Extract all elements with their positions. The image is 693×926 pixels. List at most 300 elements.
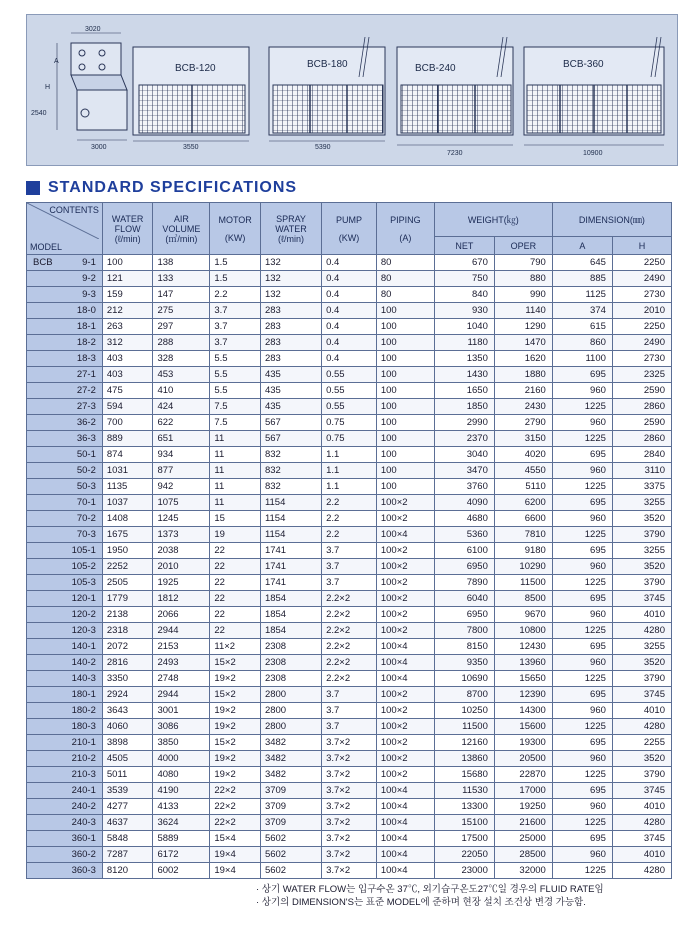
- table-cell: 3.7×2: [322, 847, 377, 863]
- table-cell: 1225: [552, 479, 612, 495]
- table-cell: 3086: [153, 719, 210, 735]
- table-cell: 2.2: [322, 495, 377, 511]
- table-cell: 2816: [102, 655, 153, 671]
- diagram-drawing: [27, 15, 677, 165]
- table-row: [27, 415, 672, 431]
- table-cell: 4680: [434, 511, 494, 527]
- footnote-1: · 상기 WATER FLOW는 입구수온 37℃, 외기습구온도27℃일 경우의 FLUID RATE임: [256, 884, 604, 895]
- model-value: 9-3: [82, 288, 96, 300]
- table-cell: 889: [102, 431, 153, 447]
- table-cell: 32000: [494, 863, 552, 879]
- model-cell: [27, 463, 103, 479]
- table-cell: 22: [210, 543, 261, 559]
- table-cell: 3745: [612, 687, 671, 703]
- model-cell: [27, 415, 103, 431]
- table-cell: 4505: [102, 751, 153, 767]
- table-cell: 2250: [612, 319, 671, 335]
- table-cell: 2308: [260, 671, 321, 687]
- table-cell: 147: [153, 287, 210, 303]
- table-cell: 3539: [102, 783, 153, 799]
- table-cell: 934: [153, 447, 210, 463]
- table-cell: 2010: [612, 303, 671, 319]
- model-value: 120-1: [71, 592, 96, 604]
- unit-label-3: BCB-240: [415, 63, 456, 74]
- model-value: 105-2: [71, 560, 96, 572]
- table-row: [27, 607, 672, 623]
- table-cell: 1408: [102, 511, 153, 527]
- table-cell: 2430: [494, 399, 552, 415]
- table-cell: 15: [210, 511, 261, 527]
- table-cell: 22870: [494, 767, 552, 783]
- model-cell: [27, 687, 103, 703]
- table-cell: 8700: [434, 687, 494, 703]
- table-cell: 19×4: [210, 847, 261, 863]
- table-cell: 100×2: [376, 623, 434, 639]
- table-cell: 11: [210, 431, 261, 447]
- table-cell: 651: [153, 431, 210, 447]
- table-cell: 1225: [552, 399, 612, 415]
- table-cell: 2153: [153, 639, 210, 655]
- table-cell: 100×4: [376, 831, 434, 847]
- header-weight: WEIGHT(㎏): [434, 203, 552, 237]
- table-cell: 3.7: [210, 335, 261, 351]
- table-cell: 7.5: [210, 399, 261, 415]
- table-cell: 3.7: [322, 559, 377, 575]
- table-row: [27, 703, 672, 719]
- table-cell: 21600: [494, 815, 552, 831]
- table-cell: 3624: [153, 815, 210, 831]
- table-cell: 594: [102, 399, 153, 415]
- table-cell: 9180: [494, 543, 552, 559]
- model-cell: [27, 303, 103, 319]
- table-cell: 100×2: [376, 767, 434, 783]
- model-value: 210-3: [71, 768, 96, 780]
- dim-bottom-5: 10900: [583, 150, 603, 157]
- table-row: [27, 463, 672, 479]
- model-value: 240-2: [71, 800, 96, 812]
- table-cell: 3.7: [210, 303, 261, 319]
- table-cell: 1.5: [210, 271, 261, 287]
- table-cell: 695: [552, 367, 612, 383]
- model-cell: [27, 399, 103, 415]
- table-cell: 3.7: [322, 575, 377, 591]
- table-cell: 4133: [153, 799, 210, 815]
- header-spray-water-unit: (ℓ/min): [278, 233, 304, 244]
- table-cell: 22×2: [210, 799, 261, 815]
- table-cell: 132: [260, 255, 321, 271]
- table-cell: 2370: [434, 431, 494, 447]
- side-view-unit: [57, 33, 127, 140]
- header-dimension-a: A: [552, 237, 612, 255]
- table-cell: 100×2: [376, 751, 434, 767]
- table-cell: 100: [376, 431, 434, 447]
- table-cell: 0.4: [322, 287, 377, 303]
- table-cell: 15×2: [210, 735, 261, 751]
- model-value: 240-1: [71, 784, 96, 796]
- header-contents-model: [27, 203, 103, 255]
- table-cell: 5602: [260, 831, 321, 847]
- table-cell: 3790: [612, 671, 671, 687]
- model-cell: [27, 511, 103, 527]
- table-cell: 1125: [552, 287, 612, 303]
- footnote-2: · 상기의 DIMENSION'S는 표준 MODEL에 준하며 현장 설치 조건상 변경 가능함.: [256, 897, 586, 908]
- table-cell: 6040: [434, 591, 494, 607]
- table-cell: 3.7: [322, 687, 377, 703]
- table-cell: 283: [260, 351, 321, 367]
- table-cell: 1950: [102, 543, 153, 559]
- table-cell: 100: [376, 303, 434, 319]
- table-cell: 885: [552, 271, 612, 287]
- table-row: [27, 575, 672, 591]
- table-cell: 100×2: [376, 575, 434, 591]
- table-cell: 11500: [434, 719, 494, 735]
- table-row: [27, 815, 672, 831]
- table-cell: 2038: [153, 543, 210, 559]
- table-cell: 1040: [434, 319, 494, 335]
- table-cell: 1812: [153, 591, 210, 607]
- table-cell: 1225: [552, 815, 612, 831]
- table-cell: 930: [434, 303, 494, 319]
- table-cell: 1880: [494, 367, 552, 383]
- table-cell: 1037: [102, 495, 153, 511]
- model-value: 70-2: [76, 512, 96, 524]
- model-cell: [27, 575, 103, 591]
- table-cell: 2590: [612, 383, 671, 399]
- header-motor-label: MOTOR: [218, 214, 252, 225]
- table-cell: 4280: [612, 815, 671, 831]
- header-motor: [210, 203, 261, 255]
- footnotes: [256, 883, 604, 909]
- model-value: 27-2: [76, 384, 96, 396]
- header-air-volume-1: AIR: [173, 213, 189, 224]
- table-cell: 832: [260, 479, 321, 495]
- table-cell: 877: [153, 463, 210, 479]
- table-row: [27, 479, 672, 495]
- model-cell: [27, 751, 103, 767]
- unit-label-2: BCB-180: [307, 59, 348, 70]
- table-cell: 3745: [612, 591, 671, 607]
- table-row: [27, 287, 672, 303]
- table-cell: 22: [210, 591, 261, 607]
- model-cell: [27, 335, 103, 351]
- table-cell: 15×2: [210, 655, 261, 671]
- model-cell: [27, 431, 103, 447]
- table-cell: 1154: [260, 527, 321, 543]
- table-cell: 2590: [612, 415, 671, 431]
- table-cell: 10690: [434, 671, 494, 687]
- header-spray-water: [260, 203, 321, 255]
- header-water-flow-unit: (ℓ/min): [114, 233, 141, 244]
- table-cell: 5889: [153, 831, 210, 847]
- table-cell: 695: [552, 495, 612, 511]
- table-cell: 695: [552, 591, 612, 607]
- header-weight-net: NET: [434, 237, 494, 255]
- table-cell: 2.2×2: [322, 623, 377, 639]
- header-pump-unit: (KW): [338, 232, 360, 243]
- table-cell: 4280: [612, 863, 671, 879]
- table-cell: 11: [210, 479, 261, 495]
- table-cell: 3.7×2: [322, 783, 377, 799]
- table-cell: 435: [260, 367, 321, 383]
- model-value: 70-3: [76, 528, 96, 540]
- table-cell: 100×4: [376, 863, 434, 879]
- table-cell: 3375: [612, 479, 671, 495]
- table-cell: 5848: [102, 831, 153, 847]
- table-cell: 2010: [153, 559, 210, 575]
- table-cell: 100×4: [376, 655, 434, 671]
- table-cell: 13860: [434, 751, 494, 767]
- table-cell: 4060: [102, 719, 153, 735]
- table-cell: 5110: [494, 479, 552, 495]
- table-cell: 960: [552, 799, 612, 815]
- table-cell: 832: [260, 463, 321, 479]
- table-cell: 990: [494, 287, 552, 303]
- table-cell: 695: [552, 447, 612, 463]
- table-cell: 15×4: [210, 831, 261, 847]
- table-cell: 3.7×2: [322, 751, 377, 767]
- table-cell: 3850: [153, 735, 210, 751]
- table-cell: 3001: [153, 703, 210, 719]
- model-value: 27-1: [76, 368, 96, 380]
- model-value: 50-2: [76, 464, 96, 476]
- table-cell: 3110: [612, 463, 671, 479]
- table-cell: 3.7×2: [322, 767, 377, 783]
- table-cell: 15100: [434, 815, 494, 831]
- table-cell: 1430: [434, 367, 494, 383]
- model-value: 240-3: [71, 816, 96, 828]
- model-cell: [27, 383, 103, 399]
- dim-top-width: 3020: [85, 26, 101, 33]
- model-cell: [27, 831, 103, 847]
- table-cell: 3790: [612, 575, 671, 591]
- header-spray-water-2: WATER: [275, 223, 307, 234]
- unit-elevation-diagram: [26, 14, 678, 166]
- table-cell: 4010: [612, 799, 671, 815]
- table-row: [27, 783, 672, 799]
- table-cell: 0.4: [322, 271, 377, 287]
- table-cell: 874: [102, 447, 153, 463]
- table-cell: 80: [376, 287, 434, 303]
- header-piping-label: PIPING: [390, 214, 421, 225]
- table-cell: 1779: [102, 591, 153, 607]
- table-cell: 0.55: [322, 367, 377, 383]
- dim-bottom-3: 5390: [315, 144, 331, 151]
- table-cell: 1741: [260, 575, 321, 591]
- table-row: [27, 319, 672, 335]
- table-cell: 2.2×2: [322, 671, 377, 687]
- table-cell: 435: [260, 383, 321, 399]
- table-row: [27, 559, 672, 575]
- table-cell: 840: [434, 287, 494, 303]
- table-cell: 25000: [494, 831, 552, 847]
- table-cell: 4277: [102, 799, 153, 815]
- table-cell: 3040: [434, 447, 494, 463]
- table-row: [27, 751, 672, 767]
- table-cell: 2066: [153, 607, 210, 623]
- table-row: [27, 655, 672, 671]
- table-row: [27, 671, 672, 687]
- table-cell: 3.7: [322, 719, 377, 735]
- table-cell: 1225: [552, 719, 612, 735]
- table-cell: 3745: [612, 783, 671, 799]
- table-cell: 1225: [552, 863, 612, 879]
- table-cell: 17000: [494, 783, 552, 799]
- model-value: 360-2: [71, 848, 96, 860]
- table-cell: 410: [153, 383, 210, 399]
- table-cell: 19300: [494, 735, 552, 751]
- table-cell: 700: [102, 415, 153, 431]
- table-cell: 645: [552, 255, 612, 271]
- model-cell: [27, 815, 103, 831]
- table-cell: 100×4: [376, 799, 434, 815]
- table-cell: 2944: [153, 687, 210, 703]
- table-cell: 100×4: [376, 815, 434, 831]
- table-cell: 622: [153, 415, 210, 431]
- table-cell: 960: [552, 703, 612, 719]
- table-cell: 2730: [612, 287, 671, 303]
- header-air-volume: [153, 203, 210, 255]
- table-cell: 22: [210, 559, 261, 575]
- table-cell: 100×2: [376, 687, 434, 703]
- table-cell: 1225: [552, 623, 612, 639]
- table-cell: 695: [552, 543, 612, 559]
- table-cell: 1154: [260, 495, 321, 511]
- table-cell: 100×4: [376, 639, 434, 655]
- table-cell: 6950: [434, 607, 494, 623]
- table-row: [27, 639, 672, 655]
- unit-label-4: BCB-360: [563, 59, 604, 70]
- table-cell: 10250: [434, 703, 494, 719]
- table-cell: 11×2: [210, 639, 261, 655]
- table-cell: 2924: [102, 687, 153, 703]
- header-weight-oper: OPER: [494, 237, 552, 255]
- table-cell: 2990: [434, 415, 494, 431]
- table-cell: 15680: [434, 767, 494, 783]
- table-cell: 100×4: [376, 671, 434, 687]
- model-cell: [27, 367, 103, 383]
- table-cell: 2493: [153, 655, 210, 671]
- table-cell: 615: [552, 319, 612, 335]
- table-row: [27, 255, 672, 271]
- table-cell: 100: [376, 367, 434, 383]
- table-cell: 19×2: [210, 671, 261, 687]
- table-cell: 14300: [494, 703, 552, 719]
- table-cell: 3745: [612, 831, 671, 847]
- table-cell: 212: [102, 303, 153, 319]
- table-cell: 3790: [612, 767, 671, 783]
- table-cell: 3520: [612, 655, 671, 671]
- table-cell: 1225: [552, 767, 612, 783]
- table-cell: 1854: [260, 591, 321, 607]
- table-row: [27, 527, 672, 543]
- table-cell: 1225: [552, 527, 612, 543]
- header-pump: [322, 203, 377, 255]
- table-cell: 22050: [434, 847, 494, 863]
- table-cell: 100×4: [376, 847, 434, 863]
- model-cell: [27, 479, 103, 495]
- table-cell: 1854: [260, 607, 321, 623]
- table-cell: 1741: [260, 559, 321, 575]
- table-cell: 100: [376, 447, 434, 463]
- table-cell: 3520: [612, 559, 671, 575]
- table-cell: 132: [260, 287, 321, 303]
- model-value: 180-3: [71, 720, 96, 732]
- table-cell: 1620: [494, 351, 552, 367]
- model-value: 105-1: [71, 544, 96, 556]
- table-cell: 9670: [494, 607, 552, 623]
- table-cell: 19×2: [210, 719, 261, 735]
- table-cell: 1675: [102, 527, 153, 543]
- table-cell: 860: [552, 335, 612, 351]
- model-value: 210-2: [71, 752, 96, 764]
- table-cell: 10800: [494, 623, 552, 639]
- table-cell: 19×2: [210, 751, 261, 767]
- table-row: [27, 351, 672, 367]
- table-cell: 11: [210, 447, 261, 463]
- table-cell: 7800: [434, 623, 494, 639]
- table-cell: 2252: [102, 559, 153, 575]
- dim-bottom-1: 3000: [91, 144, 107, 151]
- model-cell: [27, 559, 103, 575]
- table-cell: 1350: [434, 351, 494, 367]
- table-cell: 121: [102, 271, 153, 287]
- table-cell: 22×2: [210, 815, 261, 831]
- table-row: [27, 335, 672, 351]
- table-cell: 19: [210, 527, 261, 543]
- table-cell: 5.5: [210, 367, 261, 383]
- table-cell: 403: [102, 351, 153, 367]
- table-cell: 1075: [153, 495, 210, 511]
- model-cell: [27, 671, 103, 687]
- table-cell: 9350: [434, 655, 494, 671]
- table-cell: 6002: [153, 863, 210, 879]
- table-cell: 1470: [494, 335, 552, 351]
- table-cell: 2138: [102, 607, 153, 623]
- table-row: [27, 863, 672, 879]
- table-cell: 942: [153, 479, 210, 495]
- table-cell: 3470: [434, 463, 494, 479]
- table-row: [27, 719, 672, 735]
- unit-bcb-240: [397, 37, 513, 145]
- table-cell: 8500: [494, 591, 552, 607]
- title-bullet-icon: [26, 181, 40, 195]
- section-title: STANDARD SPECIFICATIONS: [48, 179, 298, 196]
- table-cell: 6100: [434, 543, 494, 559]
- table-cell: 3.7: [322, 543, 377, 559]
- table-cell: 22: [210, 607, 261, 623]
- table-row: [27, 623, 672, 639]
- table-cell: 2.2×2: [322, 655, 377, 671]
- model-cell: [27, 639, 103, 655]
- table-cell: 1135: [102, 479, 153, 495]
- header-water-flow-1: WATER: [111, 213, 144, 224]
- table-cell: 475: [102, 383, 153, 399]
- table-cell: 424: [153, 399, 210, 415]
- header-model: MODEL: [30, 242, 63, 252]
- table-row: [27, 495, 672, 511]
- table-cell: 19×2: [210, 703, 261, 719]
- dim-a: A: [54, 58, 59, 65]
- table-cell: 1245: [153, 511, 210, 527]
- table-cell: 2790: [494, 415, 552, 431]
- table-cell: 8150: [434, 639, 494, 655]
- table-cell: 790: [494, 255, 552, 271]
- model-value: 140-2: [71, 656, 96, 668]
- table-cell: 4280: [612, 623, 671, 639]
- header-water-flow: [102, 203, 153, 255]
- table-cell: 132: [260, 271, 321, 287]
- model-value: 18-1: [76, 320, 96, 332]
